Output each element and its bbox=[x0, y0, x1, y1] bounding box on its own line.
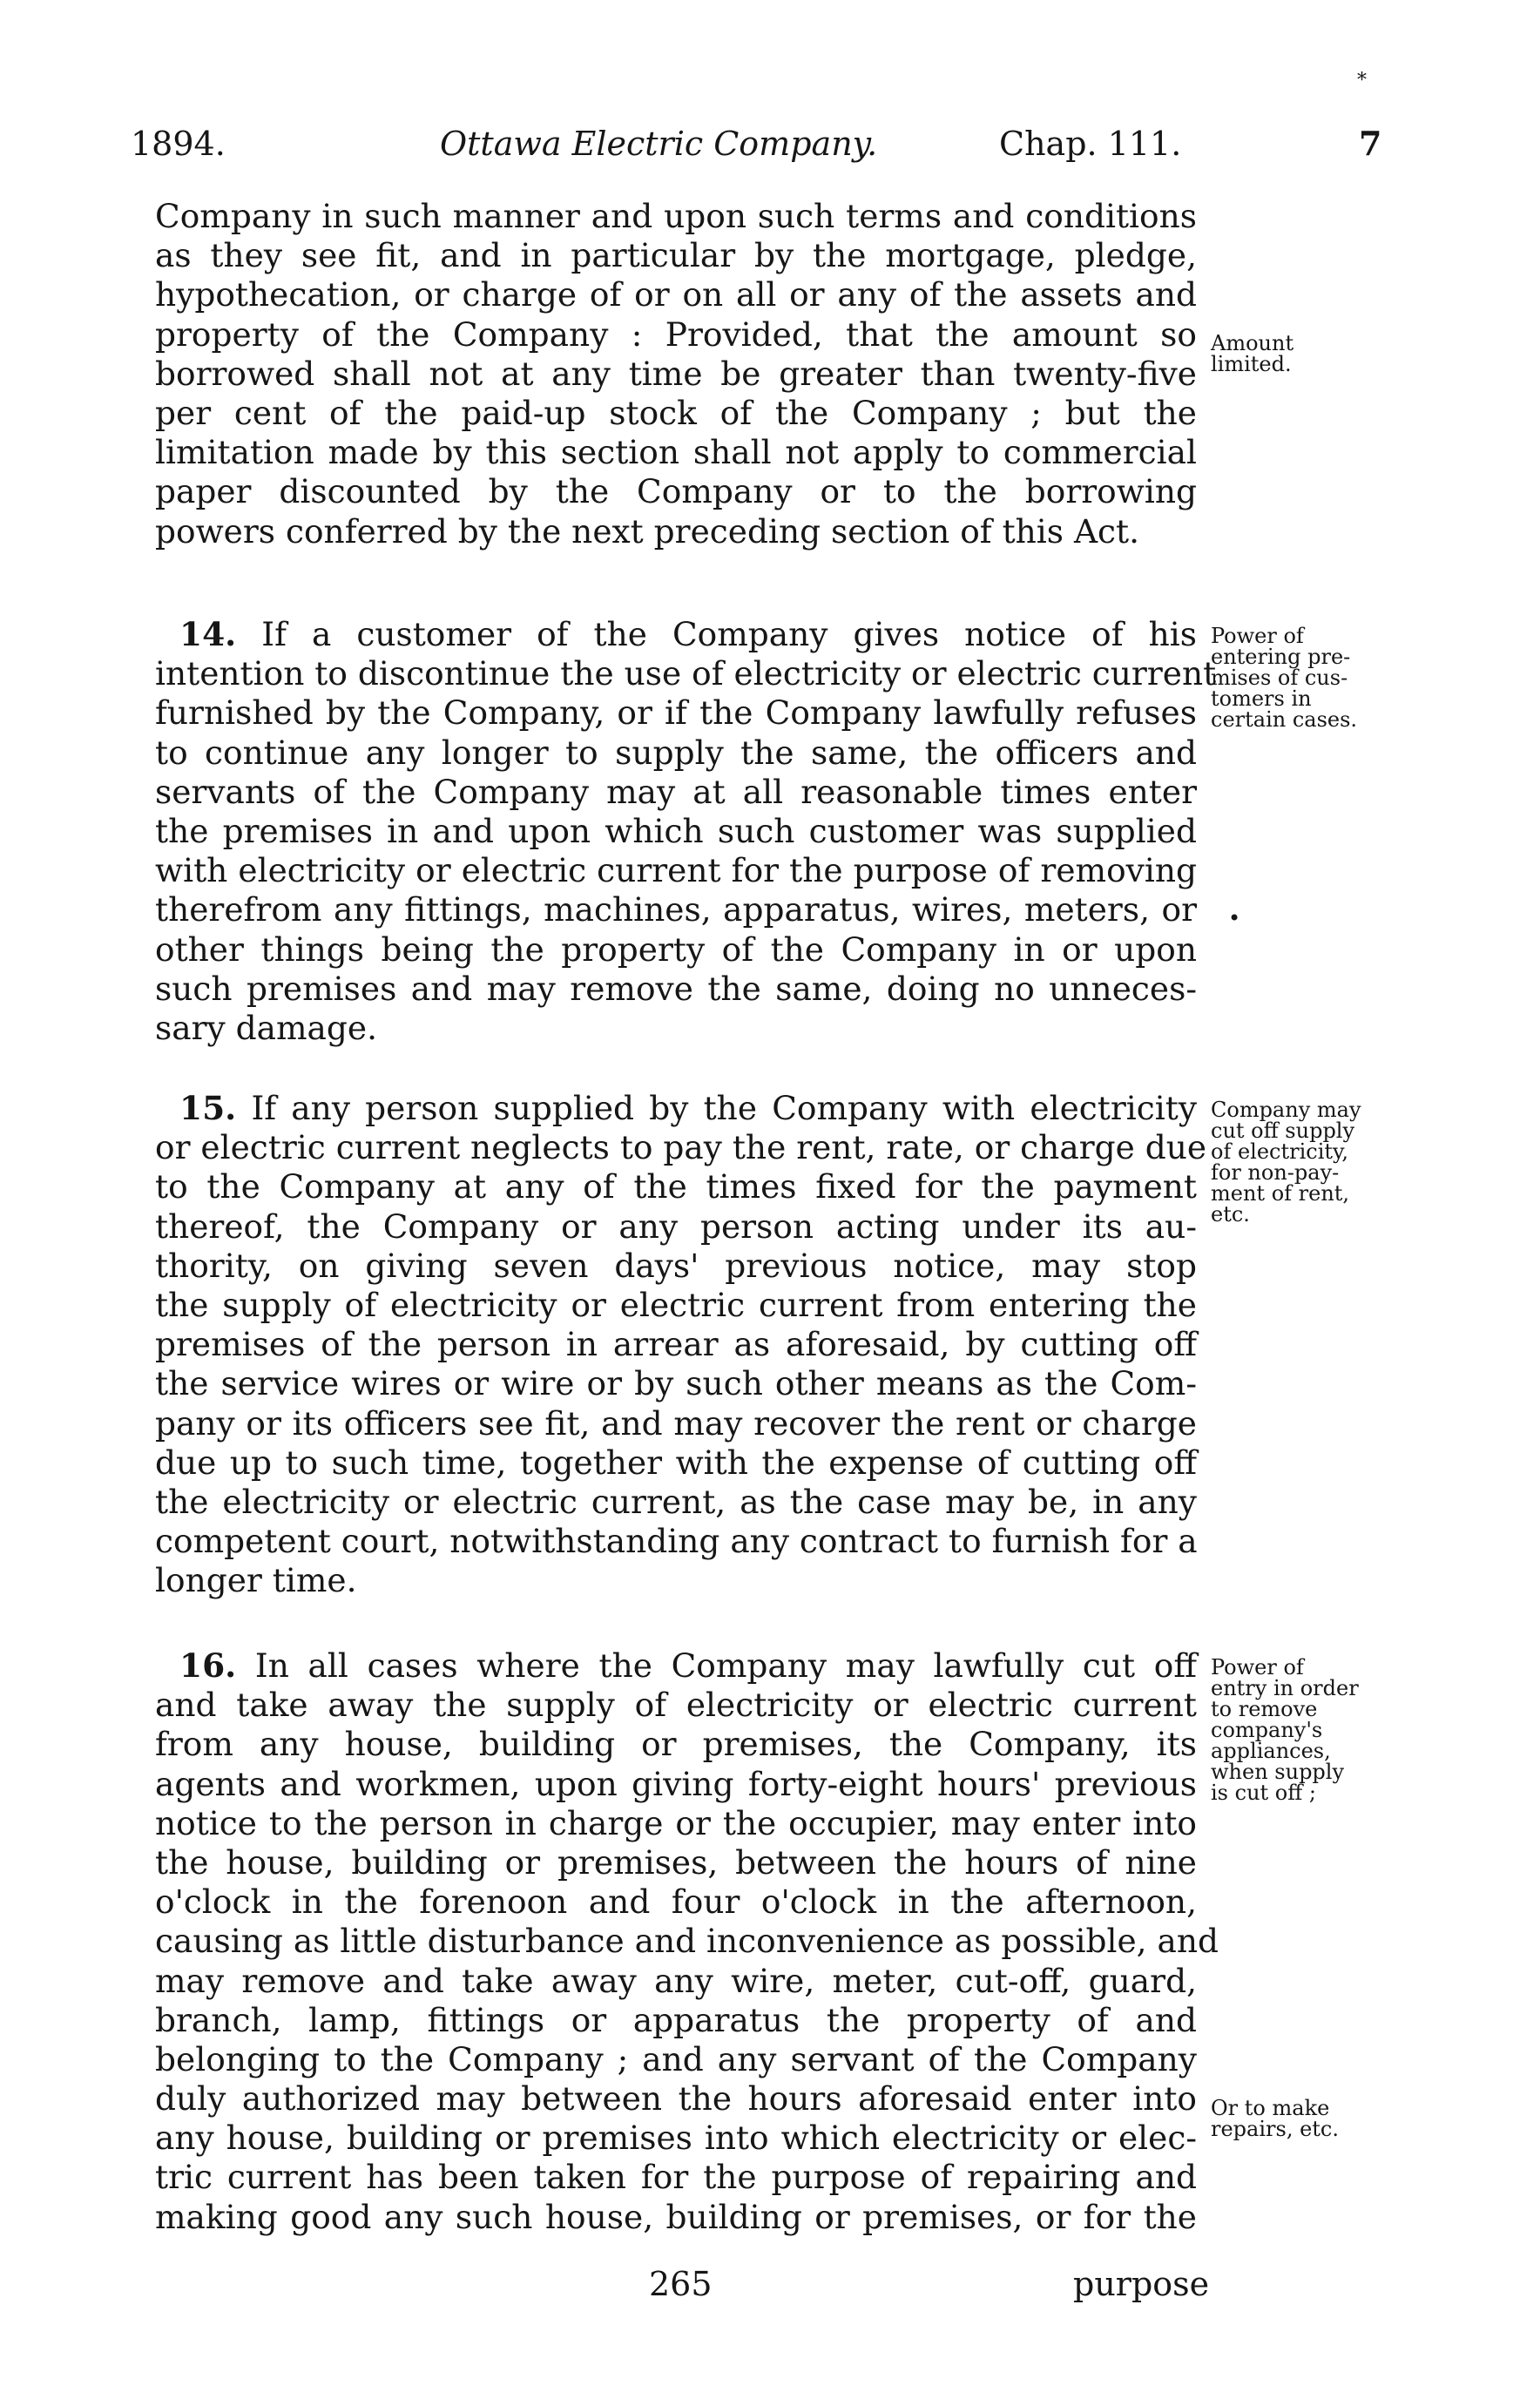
text-line: causing as little disturbance and inconvenience as possible, and bbox=[155, 1922, 1219, 1961]
margin-note-section-16 bbox=[1211, 1657, 1429, 1803]
text-line: longer time. bbox=[155, 1561, 357, 1600]
text-line: furnished by the Company, or if the Company lawfully refuses bbox=[155, 693, 1197, 733]
section-15 bbox=[155, 1089, 1207, 1600]
margin-note-line: cut off supply bbox=[1211, 1119, 1355, 1143]
text-line: property of the Company : Provided, that the amount so bbox=[155, 314, 1197, 354]
section-number: 16. bbox=[179, 1646, 237, 1685]
margin-note-line: entry in order bbox=[1211, 1676, 1359, 1700]
text-line: intention to discontinue the use of electricity or electric current bbox=[155, 654, 1217, 693]
margin-note-line: to remove bbox=[1211, 1697, 1318, 1721]
running-header bbox=[0, 118, 1540, 170]
margin-note-line: appliances, bbox=[1211, 1739, 1331, 1763]
header-year: 1894. bbox=[131, 125, 226, 163]
paragraph-continuation bbox=[155, 197, 1197, 551]
margin-note-line: for non-pay- bbox=[1211, 1160, 1340, 1185]
text-line: sary damage. bbox=[155, 1008, 378, 1047]
margin-note-line: of electricity, bbox=[1211, 1139, 1349, 1164]
margin-note-repairs bbox=[1211, 2098, 1429, 2139]
margin-note-line: is cut off ; bbox=[1211, 1781, 1317, 1805]
section-number: 15. bbox=[179, 1089, 237, 1127]
text-line: thereof, the Company or any person acting under its au- bbox=[155, 1206, 1197, 1246]
margin-note-line: Power of bbox=[1211, 1655, 1304, 1679]
printer-mark: • bbox=[1228, 906, 1241, 930]
margin-note-line: limited. bbox=[1211, 352, 1292, 376]
margin-note-line: mises of cus- bbox=[1211, 666, 1348, 690]
catchword: purpose bbox=[1073, 2265, 1210, 2303]
margin-note-line: ment of rent, bbox=[1211, 1181, 1350, 1206]
text-line: branch, lamp, fittings or apparatus the property of and bbox=[155, 2000, 1197, 2039]
text-line: or electric current neglects to pay the rent, rate, or charge due bbox=[155, 1128, 1207, 1167]
text-line: from any house, building or premises, the Company, its bbox=[155, 1725, 1197, 1764]
margin-note-line: repairs, etc. bbox=[1211, 2117, 1339, 2141]
margin-note-line: Company may bbox=[1211, 1098, 1361, 1122]
margin-note-line: Power of bbox=[1211, 624, 1304, 648]
section-number: 14. bbox=[179, 615, 237, 653]
text-line: tric current has been taken for the purpose of repairing and bbox=[155, 2158, 1197, 2197]
margin-note-line: Amount bbox=[1211, 331, 1294, 355]
section-14 bbox=[155, 615, 1217, 1048]
text-line: limitation made by this section shall not apply to commercial bbox=[155, 433, 1197, 472]
text-line: belonging to the Company ; and any servant of the Company bbox=[155, 2039, 1197, 2078]
margin-note-line: Or to make bbox=[1211, 2096, 1330, 2120]
text-line: any house, building or premises into which electricity or elec- bbox=[155, 2119, 1197, 2158]
text-line: the house, building or premises, between the hours of nine bbox=[155, 1842, 1197, 1882]
text-line: notice to the person in charge or the occupier, may enter into bbox=[155, 1803, 1197, 1842]
margin-note-line: tomers in bbox=[1211, 686, 1312, 711]
margin-note-line: certain cases. bbox=[1211, 707, 1358, 732]
printer-mark: * bbox=[1357, 70, 1367, 91]
margin-note-section-15 bbox=[1211, 1099, 1429, 1225]
text-line: paper discounted by the Company or to the borrowing bbox=[155, 472, 1197, 511]
text-line: other things being the property of the Company in or upon bbox=[155, 929, 1197, 969]
margin-note-amount-limited bbox=[1211, 333, 1429, 375]
header-page-number: 7 bbox=[1359, 124, 1382, 163]
text-line: duly authorized may between the hours aforesaid enter into bbox=[155, 2079, 1197, 2119]
footer-page-number: 265 bbox=[649, 2265, 713, 2303]
text-line: per cent of the paid-up stock of the Company ; but the bbox=[155, 393, 1197, 432]
margin-note-section-14 bbox=[1211, 625, 1429, 730]
section-16 bbox=[155, 1646, 1219, 2237]
text-line: agents and workmen, upon giving forty-eight hours' previous bbox=[155, 1764, 1197, 1803]
text-line: due up to such time, together with the expense of cutting off bbox=[155, 1443, 1197, 1482]
text-line: o'clock in the forenoon and four o'clock in the afternoon, bbox=[155, 1882, 1197, 1922]
text-line: In all cases where the Company may lawfully cut off bbox=[254, 1646, 1197, 1685]
margin-note-line: when supply bbox=[1211, 1760, 1345, 1784]
text-line: If a customer of the Company gives notice of his bbox=[261, 615, 1197, 653]
text-line: such premises and may remove the same, doing no unneces- bbox=[155, 969, 1197, 1008]
text-line: making good any such house, building or premises, or for the bbox=[155, 2197, 1197, 2236]
text-line: thority, on giving seven days' previous notice, may stop bbox=[155, 1246, 1197, 1285]
text-line: the service wires or wire or by such other means as the Com- bbox=[155, 1364, 1197, 1403]
text-line: may remove and take away any wire, meter, cut-off, guard, bbox=[155, 1961, 1197, 2000]
text-line: If any person supplied by the Company with electricity bbox=[251, 1089, 1198, 1127]
header-chapter: Chap. 111. bbox=[999, 125, 1182, 163]
text-line: competent court, notwithstanding any contract to furnish for a bbox=[155, 1522, 1198, 1561]
text-line: borrowed shall not at any time be greater than twenty-five bbox=[155, 354, 1197, 393]
header-title: Ottawa Electric Company. bbox=[440, 125, 878, 163]
text-line: with electricity or electric current for the purpose of removing bbox=[155, 851, 1197, 890]
text-line: the electricity or electric current, as the case may be, in any bbox=[155, 1482, 1197, 1521]
text-line: pany or its officers see fit, and may recover the rent or charge bbox=[155, 1403, 1197, 1443]
text-line: Company in such manner and upon such terms and conditions bbox=[155, 197, 1197, 235]
text-line: the premises in and upon which such customer was supplied bbox=[155, 811, 1197, 850]
text-line: to the Company at any of the times fixed for the payment bbox=[155, 1167, 1197, 1206]
text-line: powers conferred by the next preceding section of this Act. bbox=[155, 511, 1140, 551]
margin-note-line: etc. bbox=[1211, 1202, 1250, 1227]
margin-note-line: company's bbox=[1211, 1718, 1323, 1742]
margin-note-line: entering pre- bbox=[1211, 645, 1351, 669]
text-line: to continue any longer to supply the same, the officers and bbox=[155, 733, 1197, 772]
text-line: as they see fit, and in particular by the mortgage, pledge, bbox=[155, 236, 1197, 275]
text-line: servants of the Company may at all reasonable times enter bbox=[155, 772, 1197, 811]
text-line: hypothecation, or charge of or on all or any of the assets and bbox=[155, 275, 1197, 314]
text-line: premises of the person in arrear as aforesaid, by cutting off bbox=[155, 1325, 1197, 1364]
text-line: therefrom any fittings, machines, apparatus, wires, meters, or bbox=[155, 890, 1197, 929]
text-line: and take away the supply of electricity or electric current bbox=[155, 1686, 1197, 1725]
text-line: the supply of electricity or electric current from entering the bbox=[155, 1285, 1197, 1324]
